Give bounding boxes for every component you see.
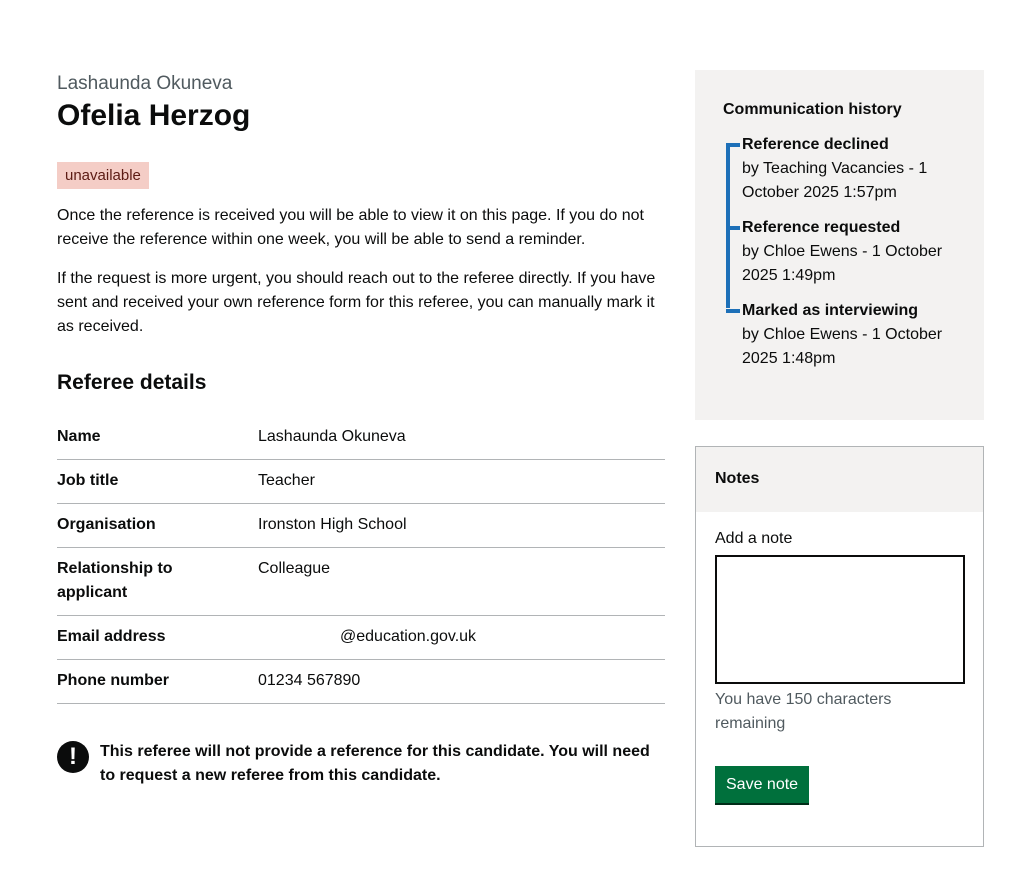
timeline-marker	[726, 309, 740, 313]
summary-key: Name	[57, 428, 101, 445]
status-badge: unavailable	[57, 162, 149, 189]
communication-history-title: Communication history	[723, 101, 902, 118]
page-title: Ofelia Herzog	[57, 99, 251, 132]
timeline-event-description: by Chloe Ewens - 1 October 2025 1:49pm	[742, 243, 943, 284]
summary-value: 01234 567890	[258, 672, 361, 689]
summary-value: Ironston High School	[258, 516, 407, 533]
summary-key: Phone number	[57, 672, 170, 689]
timeline-event-description: by Chloe Ewens - 1 October 2025 1:48pm	[742, 326, 943, 367]
summary-key: Email address	[57, 628, 166, 645]
timeline-marker	[726, 226, 740, 230]
main-content	[57, 72, 667, 788]
summary-value-email: @education.gov.uk	[340, 628, 477, 645]
note-textarea[interactable]	[715, 555, 965, 684]
intro-paragraph-1: Once the reference is received you will be able to view it on this page. If you do not receive the reference within one week, you will be able to send a reminder.	[57, 207, 644, 248]
referee-summary-list	[57, 425, 665, 704]
timeline	[723, 133, 956, 371]
notes-title: Notes	[696, 447, 983, 512]
timeline-event	[742, 216, 956, 288]
summary-key: Relationship to applicant	[57, 560, 173, 601]
save-note-button[interactable]: Save note	[715, 766, 809, 803]
summary-value: Lashaunda Okuneva	[258, 428, 406, 445]
notes-panel	[695, 446, 984, 847]
summary-key: Organisation	[57, 516, 156, 533]
summary-row-relationship	[57, 548, 665, 616]
intro-paragraph-2: If the request is more urgent, you should reach out to the referee directly. If you have sent and received your own reference form for this referee, you can manually mark it as received.	[57, 270, 656, 335]
summary-row-phone	[57, 660, 665, 704]
summary-row-email	[57, 616, 665, 660]
summary-row-name	[57, 425, 665, 460]
summary-value: Colleague	[258, 560, 331, 577]
summary-value: Teacher	[258, 472, 315, 489]
warning-text	[57, 740, 667, 788]
timeline-marker	[726, 143, 740, 147]
sidebar	[695, 70, 984, 847]
timeline-event-title: Marked as interviewing	[742, 302, 919, 319]
notes-form	[696, 512, 983, 803]
add-note-label: Add a note	[715, 530, 793, 547]
page-caption: Lashaunda Okuneva	[57, 73, 233, 94]
timeline-event-title: Reference requested	[742, 219, 901, 236]
warning-message: This referee will not provide a reference for this candidate. You will need to request a new referee from this candidate.	[100, 743, 650, 784]
timeline-event-description: by Teaching Vacancies - 1 October 2025 1:57pm	[742, 160, 928, 201]
summary-row-job-title	[57, 460, 665, 504]
warning-icon: !	[57, 741, 89, 773]
summary-row-organisation	[57, 504, 665, 548]
timeline-event	[742, 133, 956, 205]
timeline-event	[742, 299, 956, 371]
communication-history-panel	[695, 70, 984, 420]
timeline-event-title: Reference declined	[742, 136, 889, 153]
character-count-hint: You have 150 characters remaining	[715, 691, 892, 732]
summary-key: Job title	[57, 472, 119, 489]
referee-details-heading: Referee details	[57, 371, 207, 394]
